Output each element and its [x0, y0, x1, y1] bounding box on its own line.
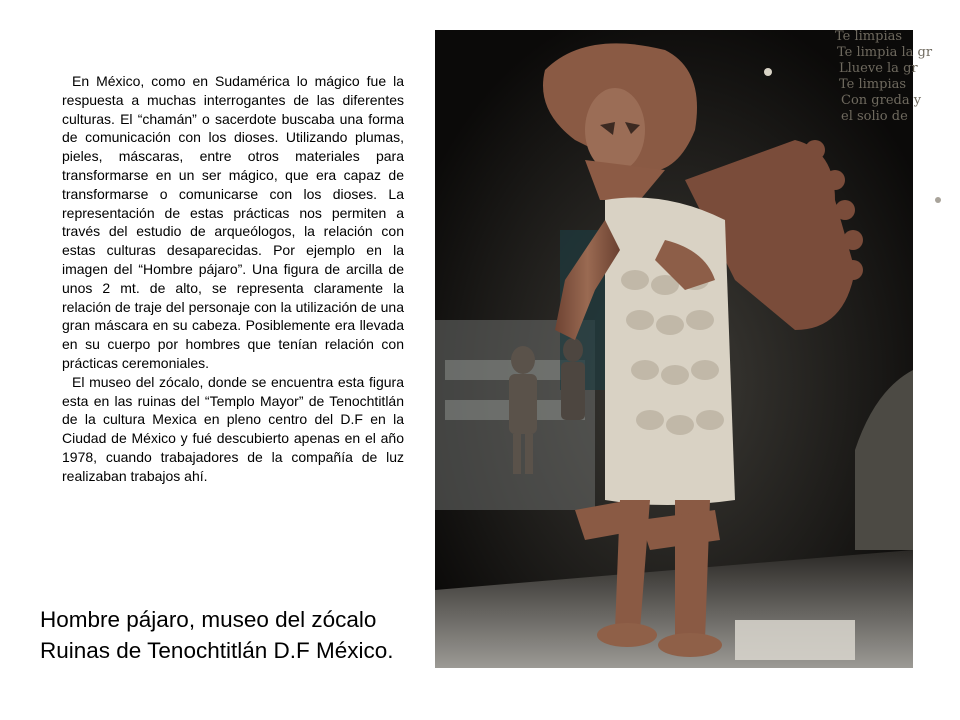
wall-text-line: el solio de [841, 109, 908, 124]
wall-text-line: Con greda y [841, 93, 922, 108]
bird-man-photo [435, 29, 933, 668]
photo-illustration [435, 29, 933, 668]
background-figure [561, 338, 585, 420]
caption-line-1: Hombre pájaro, museo del zócalo [40, 607, 377, 632]
caption-line-2: Ruinas de Tenochtitlán D.F México. [40, 638, 394, 663]
wall-text-line: Te limpia la gr [837, 45, 933, 60]
wall-text-line: Te limpias [835, 29, 903, 44]
paragraph-museum: El museo del zócalo, donde se encuentra esta figura esta en las ruinas del “Templo Mayor” de Tenochtitlán de la cultura Mexica en pleno centro del D.F en la Ciudad de México y fué descubierto apenas en el año 1978, cuando trabajadores de la compañía de luz realizaban trabajos ahí. [62, 373, 404, 484]
wall-text-line: Te limpias [839, 77, 907, 92]
museum-wall-text [835, 29, 933, 124]
photo-caption [40, 604, 430, 666]
wall-text-line: Llueve la gr [839, 61, 918, 76]
info-plaque [735, 620, 855, 660]
ceiling-light [764, 68, 772, 76]
article-body [62, 72, 404, 486]
paragraph-intro: En México, como en Sudamérica lo mágico fue la respuesta a muchas interrogantes de las diferentes culturas. El “chamán” o sacerdote buscaba una forma de comunicación con los dioses. Utilizando plumas, pieles, máscaras, entre otros materiales para transformarse en un ser mágico, que era capaz de transformarse o comunicarse con los dioses. La representación de estas prácticas nos permiten a través del estudio de arqueólogos, la relación con estas culturas desaparecidas. Por ejemplo en la imagen del “Hombre pájaro”. Una figura de arcilla de unos 2 mt. de alto, se representa claramente la relación de traje del personaje con la utilización de una gran máscara en su cabeza. Posiblemente era llevada en su cuerpo por hombres que tenían relación con prácticas ceremoniales. [62, 73, 404, 371]
ceiling-light [935, 197, 941, 203]
